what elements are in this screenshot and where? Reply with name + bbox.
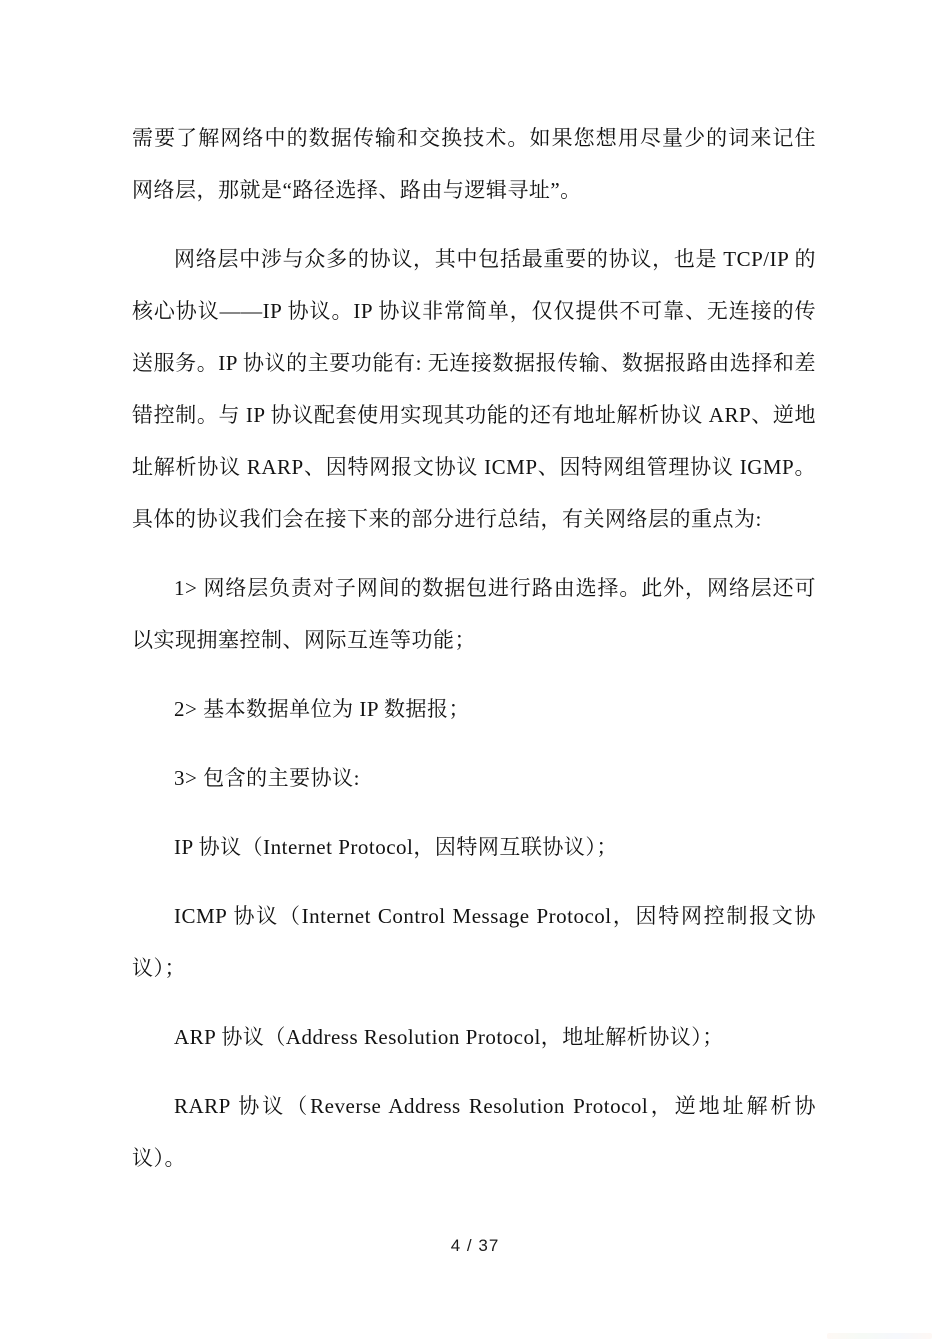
protocol-item-arp: ARP 协议（Address Resolution Protocol，地址解析协议）；: [174, 1025, 724, 1049]
protocol-item-rarp: RARP 协议（Reverse Address Resolution Protocol，逆地址解析协议）。: [132, 1094, 816, 1170]
current-page-number: 4: [450, 1236, 462, 1255]
list-item-1-routing: 1> 网络层负责对子网间的数据包进行路由选择。此外，网络层还可以实现拥塞控制、网际互连等功能；: [132, 576, 816, 652]
page-number-footer: [0, 1236, 950, 1256]
page-number-separator: /: [466, 1236, 473, 1255]
protocol-item-icmp: ICMP 协议（Internet Control Message Protocol，因特网控制报文协议）；: [132, 904, 816, 980]
total-page-count: 37: [478, 1236, 500, 1255]
list-item-2-ip-datagram: 2> 基本数据单位为 IP 数据报；: [174, 697, 470, 721]
document-body: [132, 112, 816, 1201]
paragraph-intro-continuation: 需要了解网络中的数据传输和交换技术。如果您想用尽量少的词来记住网络层，那就是“路径选择、路由与逻辑寻址”。: [132, 126, 816, 202]
paragraph-network-layer-overview: 网络层中涉与众多的协议，其中包括最重要的协议，也是 TCP/IP 的核心协议——IP 协议。IP 协议非常简单，仅仅提供不可靠、无连接的传送服务。IP 协议的主要功能有: 无连接数据报传输、数据报路由选择和差错控制。与 IP 协议配套使用实现其功能的还有地址解析协议 ARP、逆地址解析协议 RARP、因特网报文协议 ICMP、因特网组管理协议 IGMP。具体的协议我们会在接下来的部分进行总结，有关网络层的重点为:: [132, 247, 816, 531]
faint-watermark: [827, 1333, 932, 1339]
protocol-item-ip: IP 协议（Internet Protocol，因特网互联协议）；: [174, 835, 618, 859]
list-item-3-main-protocols: 3> 包含的主要协议:: [174, 766, 360, 790]
